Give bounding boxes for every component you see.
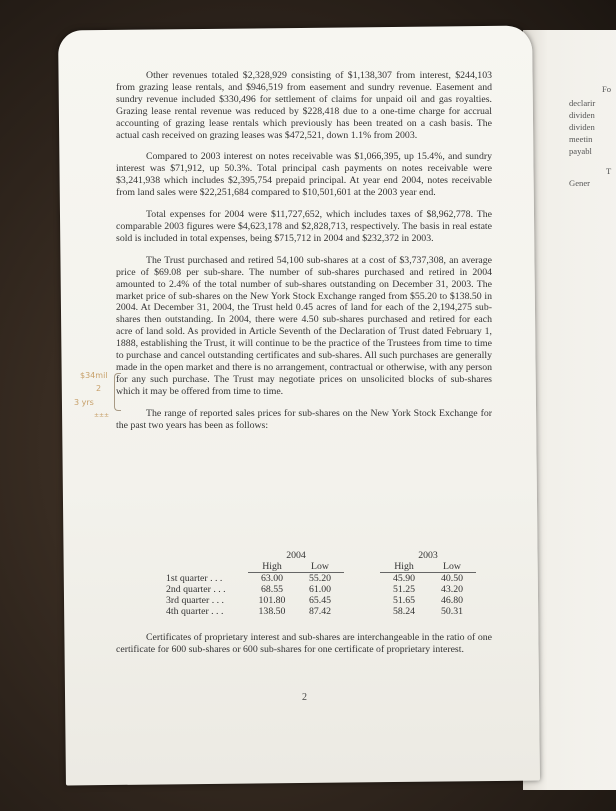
table-row — [162, 584, 476, 595]
handwritten-note-3: 3 yrs — [74, 398, 94, 407]
col-header-high-2004: High — [248, 561, 296, 573]
table-cell: 50.31 — [440, 606, 464, 617]
table-cell: 45.90 — [392, 573, 416, 584]
table-cell: 46.80 — [440, 595, 464, 606]
edge-text-5: meetin — [569, 134, 593, 144]
table-cell: 65.45 — [308, 595, 332, 606]
page-body-bottom — [116, 632, 492, 666]
table-row — [162, 573, 476, 585]
table-row — [162, 595, 476, 606]
paragraph-certificates: Certificates of proprietary interest and sub-shares are interchangeable in the ratio of one certificate for 600 sub-shares or 600 sub-shares for one certificate of proprietary interest. — [116, 632, 492, 655]
edge-text-6: payabl — [569, 146, 592, 156]
col-header-high-2003: High — [380, 561, 428, 573]
quarter-label: 3rd quarter . . . — [166, 595, 224, 606]
edge-text-3: dividen — [569, 110, 595, 120]
table-cell: 58.24 — [392, 606, 416, 617]
quarter-label: 2nd quarter . . . — [166, 584, 226, 595]
page-body — [116, 70, 492, 441]
edge-text-2: declarir — [569, 98, 596, 108]
table-cell: 40.50 — [440, 573, 464, 584]
table-cell: 55.20 — [308, 573, 332, 584]
quarter-label: 4th quarter . . . — [166, 606, 224, 617]
paragraph-sub-shares: The Trust purchased and retired 54,100 sub-shares at a cost of $3,737,308, an average price of $69.08 per sub-share. The number of sub-shares purchased and retired in 2004 amounted to 2.4% of the total number of sub-shares outstanding on December 31, 2003. The market price of sub-shares on the New York Stock Exchange ranged from $55.20 to $138.50 in 2004. At December 31, 2004, the Trust held 0.45 acres of land for each of the 2,194,275 sub-shares then outstanding. In 2004, there were 4.50 sub-shares purchased and retired for each acre of land sold. As provided in Article Seventh of the Declaration of Trust dated February 1, 1888, establishing the Trust, it will continue to be the practice of the Trustees from time to time to purchase and cancel outstanding certificates and sub-shares. All such purchases are generally made in the open market and there is no arrangement, contractual or otherwise, with any person for any such purchase. The Trust may negotiate prices on unsolicited blocks of sub-shares which it may be offered from time to time. — [116, 254, 492, 397]
edge-text-7: T — [606, 166, 612, 176]
paragraph-sales-range: The range of reported sales prices for sub-shares on the New York Stock Exchange for the past two years has been as follows: — [116, 407, 492, 431]
col-header-low-2003: Low — [428, 561, 476, 573]
year-header-2003: 2003 — [418, 550, 438, 561]
table-cell: 138.50 — [258, 606, 286, 617]
col-header-low-2004: Low — [296, 561, 344, 573]
table-cell: 51.65 — [392, 595, 416, 606]
table-row — [162, 606, 476, 617]
table-cell: 87.42 — [308, 606, 332, 617]
handwritten-note-4: ±±± — [94, 412, 110, 419]
edge-text-1: Fo — [602, 84, 612, 94]
sales-price-table — [162, 550, 476, 617]
paragraph-expenses: Total expenses for 2004 were $11,727,652, which includes taxes of $8,962,778. The comparable 2003 figures were $4,623,178 and $2,828,713, respectively. The basis in real estate sold is included in total expenses, being $715,712 in 2004 and $232,372 in 2003. — [116, 209, 492, 244]
year-header-2004: 2004 — [286, 550, 306, 561]
table-cell: 63.00 — [260, 573, 284, 584]
edge-text-4: dividen — [569, 122, 595, 132]
page-number: 2 — [302, 692, 307, 703]
table-cell: 68.55 — [260, 584, 284, 595]
handwritten-bracket — [114, 373, 121, 411]
table-cell: 51.25 — [392, 584, 416, 595]
paragraph-interest: Compared to 2003 interest on notes receivable was $1,066,395, up 15.4%, and sundry interest was $71,912, up 50.3%. Total principal cash payments on notes receivable were $3,241,938 which includes $2,395,754 prepaid principal. At year end 2004, notes receivable from land sales were $22,251,684 compared to $10,501,601 at the 2003 year end. — [116, 151, 492, 199]
edge-text-8: Gener — [569, 178, 590, 188]
table-cell: 43.20 — [440, 584, 464, 595]
paragraph-other-revenues: Other revenues totaled $2,328,929 consisting of $1,138,307 from interest, $244,103 from grazing lease rentals, and $946,519 from easement and sundry revenue. Easement and sundry revenue included $330,496 for settlement of claims for unpaid oil and gas royalties. Grazing lease rental revenue was reduced by $228,418 due to a one-time charge for accrual accounting of grazing lease rentals which previously has been treated on a cash basis. The actual cash received on grazing leases was $472,521, down 1.1% from 2003. — [116, 70, 492, 141]
table-cell: 101.80 — [258, 595, 286, 606]
quarter-label: 1st quarter . . . — [166, 572, 223, 584]
table-cell: 61.00 — [308, 584, 332, 595]
handwritten-note-1: $34mil — [80, 371, 108, 380]
handwritten-note-2: 2 — [96, 384, 102, 393]
